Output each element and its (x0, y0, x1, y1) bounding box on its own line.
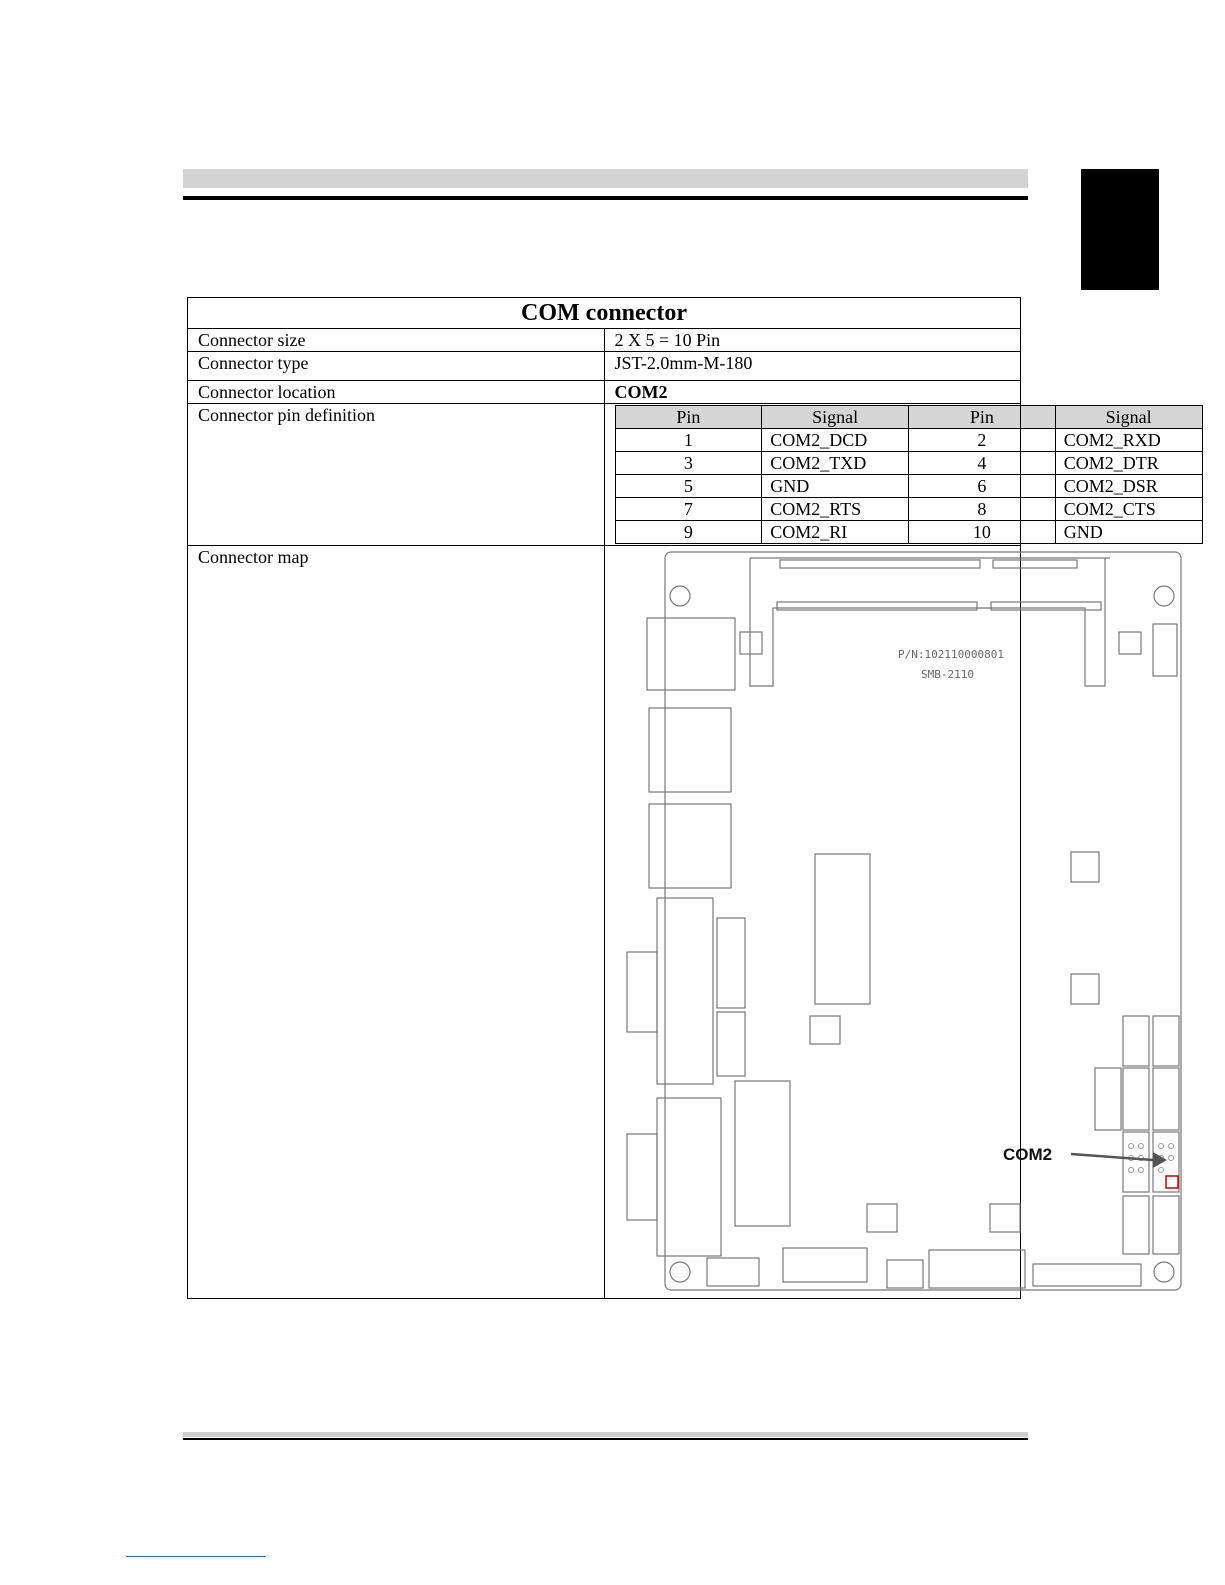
db9-port (657, 1098, 721, 1256)
pin-number: 7 (615, 498, 762, 521)
pin-row (615, 498, 1202, 521)
col-header-signal: Signal (762, 406, 909, 429)
col-header-pin: Pin (909, 406, 1056, 429)
com2-callout: COM2 (1002, 1145, 1052, 1164)
dimm-pins-top-right (993, 560, 1077, 568)
col-header-signal: Signal (1055, 406, 1202, 429)
dc-in-connector (929, 1250, 1025, 1288)
row-value: 2 X 5 = 10 Pin (604, 329, 1021, 352)
callout-arrowhead (1153, 1152, 1167, 1168)
pin-number: 5 (615, 475, 762, 498)
board-outline (665, 552, 1181, 1290)
chip (1071, 974, 1099, 1004)
pin-row (615, 475, 1202, 498)
pin-definition-cell (604, 404, 1161, 546)
pin-header-row (615, 406, 1202, 429)
dimm-pins-top-left (780, 560, 980, 568)
chip (990, 1204, 1020, 1232)
footer-gray-rule (183, 1432, 1028, 1437)
pin-header (1123, 1196, 1149, 1254)
pin-definition-table (615, 405, 1203, 544)
component (810, 1016, 840, 1044)
mini-pcie-slot (735, 1081, 790, 1226)
mounting-hole (670, 586, 690, 606)
pin-header (717, 1012, 745, 1076)
pin-header (1123, 1132, 1149, 1192)
com2-pin1-highlight (1166, 1176, 1178, 1188)
mounting-hole (1154, 586, 1174, 606)
board-diagram (605, 546, 1219, 1298)
pin-header (1153, 1016, 1179, 1066)
pin-number: 9 (615, 521, 762, 544)
pin-number: 8 (909, 498, 1056, 521)
fan-header (1153, 624, 1177, 676)
dimm-pins-left (777, 602, 977, 610)
table-row (188, 546, 1021, 1299)
pin-signal: GND (762, 475, 909, 498)
pin-header (1123, 1068, 1149, 1130)
pin-number: 10 (909, 521, 1056, 544)
pin-signal: COM2_DCD (762, 429, 909, 452)
component (1119, 632, 1141, 654)
usb-port-stack (647, 618, 735, 690)
front-panel-header (1033, 1264, 1141, 1286)
pin-number: 6 (909, 475, 1056, 498)
row-label: Connector location (188, 381, 605, 404)
pin-signal: COM2_TXD (762, 452, 909, 475)
pin-header (1095, 1068, 1121, 1130)
table-row (188, 381, 1021, 404)
page-link-underline (126, 1556, 266, 1557)
pin-signal: COM2_RI (762, 521, 909, 544)
dvi-flange (627, 952, 657, 1032)
small-connector (887, 1260, 923, 1288)
row-label: Connector size (188, 329, 605, 352)
pin-signal: COM2_RXD (1055, 429, 1202, 452)
chapter-side-tab (1081, 169, 1159, 290)
db9-flange (627, 1134, 657, 1220)
pin-row (615, 521, 1202, 544)
mounting-hole (670, 1262, 690, 1282)
board-model: SMB-2110 (920, 668, 974, 681)
table-row (188, 329, 1021, 352)
pin-header (1153, 1196, 1179, 1254)
pin-signal: COM2_DSR (1055, 475, 1202, 498)
row-value: JST-2.0mm-M-180 (604, 352, 1021, 381)
pin-number: 2 (909, 429, 1056, 452)
pin-header (1153, 1068, 1179, 1130)
header-black-rule (183, 196, 1028, 200)
row-label: Connector map (188, 546, 605, 1299)
sata-connector (783, 1248, 867, 1282)
row-value: COM2 (604, 381, 1021, 404)
table-row (188, 352, 1021, 381)
mini-pcie-slot (815, 854, 870, 1004)
pin-signal: COM2_CTS (1055, 498, 1202, 521)
power-connector (707, 1258, 759, 1286)
board-part-number: P/N:102110000801 (897, 648, 1004, 661)
component (740, 632, 762, 654)
table-row (188, 404, 1021, 546)
rj45-port (649, 804, 731, 888)
row-label: Connector pin definition (188, 404, 605, 546)
pin-number: 4 (909, 452, 1056, 475)
sodimm-slot (750, 558, 1110, 686)
header-gray-bar (183, 169, 1028, 188)
table-title: COM connector (188, 298, 1021, 329)
mounting-hole (1154, 1262, 1174, 1282)
row-label: Connector type (188, 352, 605, 381)
connector-map-cell (604, 546, 1052, 1299)
footer-black-rule (183, 1438, 1028, 1440)
chip (867, 1204, 897, 1232)
rj45-port (649, 708, 731, 792)
chip (1071, 852, 1099, 882)
callout-arrow-line (1071, 1154, 1153, 1160)
com-connector-table (187, 297, 1161, 1299)
pin-row (615, 452, 1202, 475)
pin-header (1123, 1016, 1149, 1066)
pin-number: 3 (615, 452, 762, 475)
pin-signal: COM2_DTR (1055, 452, 1202, 475)
pin-signal: COM2_RTS (762, 498, 909, 521)
pin-signal: GND (1055, 521, 1202, 544)
col-header-pin: Pin (615, 406, 762, 429)
pin-header (717, 918, 745, 1008)
pin-number: 1 (615, 429, 762, 452)
pin-row (615, 429, 1202, 452)
